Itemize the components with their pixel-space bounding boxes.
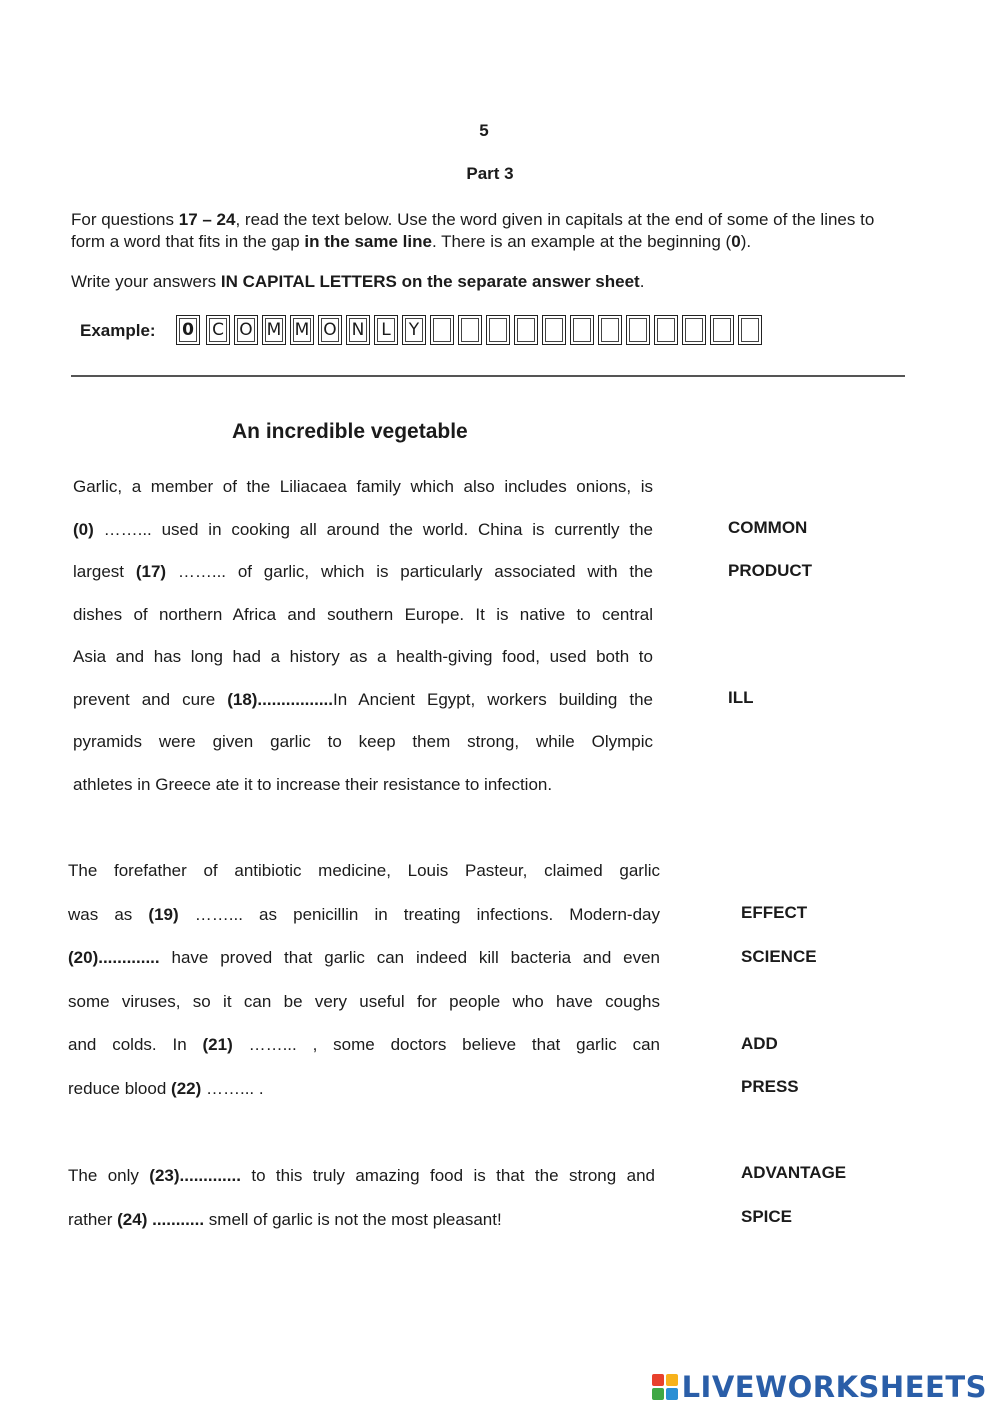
text-run: (0)	[73, 519, 94, 539]
example-letter-box	[430, 315, 454, 345]
text-run: smell of garlic is not the most pleasant!	[204, 1209, 502, 1229]
keyword-common: COMMON	[728, 518, 808, 537]
example-letter-box: N	[346, 315, 370, 345]
text-run: (19)	[148, 904, 179, 924]
example-letter-box	[626, 315, 650, 345]
paragraph-3	[68, 1165, 655, 1252]
logo-square	[652, 1374, 664, 1386]
example-letter-box: M	[262, 315, 286, 345]
text-run: rather	[68, 1209, 118, 1229]
text-run: prevent and cure	[73, 689, 228, 709]
text-run: The only	[68, 1166, 150, 1185]
liveworksheets-icon	[652, 1374, 678, 1400]
text-line	[73, 689, 653, 732]
text-run: (18)................	[227, 689, 334, 709]
example-letter-box	[738, 315, 762, 345]
instruction-text: , read the text below. Use the word given in capitals at the end of some of the lines to form a word that fits in the gap	[71, 210, 875, 251]
text-run: (23).............	[149, 1166, 241, 1185]
text-line	[68, 904, 660, 948]
brand-text: LIVEWORKSHEETS	[681, 1370, 987, 1404]
text-title: An incredible vegetable	[232, 420, 468, 443]
keyword-advantage: ADVANTAGE	[741, 1163, 847, 1182]
text-line	[73, 561, 653, 604]
paragraph-1	[73, 476, 653, 816]
example-letter-box	[598, 315, 622, 345]
text-line	[68, 1165, 655, 1209]
instruction-text: .	[639, 272, 645, 291]
text-run: Asia and has long had a history as a health-giving food, used both to	[73, 647, 653, 666]
example-letter-box: C	[206, 315, 230, 345]
text-line	[68, 1209, 655, 1253]
keyword-science: SCIENCE	[741, 946, 817, 966]
text-run: ……... used in cooking all around the world. China is currently the	[93, 519, 653, 539]
logo-square	[666, 1374, 678, 1386]
example-letter-box	[682, 315, 706, 345]
liveworksheets-logo	[652, 1370, 987, 1404]
keyword-add: ADD	[741, 1033, 778, 1053]
text-run: (17)	[135, 562, 167, 581]
example-letter-box	[654, 315, 678, 345]
instruction-text: in the same line	[304, 232, 432, 251]
text-run: athletes in Greece ate it to increase their resistance to infection.	[73, 774, 553, 794]
example-letter-box	[486, 315, 510, 345]
text-run: reduce blood	[68, 1078, 172, 1098]
text-run: dishes of northern Africa and southern Europe. It is native to central	[73, 604, 653, 624]
text-run: ……... .	[201, 1078, 264, 1098]
text-run: (24) ...........	[117, 1209, 205, 1229]
text-run: was as	[68, 904, 149, 924]
example-letter-box	[514, 315, 538, 345]
text-run: and colds. In	[68, 1035, 203, 1054]
example-letter-box	[458, 315, 482, 345]
text-line	[73, 646, 653, 689]
text-line	[68, 947, 660, 991]
text-run: ……... as penicillin in treating infections. Modern-day	[178, 904, 660, 924]
text-run: to this truly amazing food is that the strong and	[240, 1166, 655, 1185]
example-answer-boxes	[176, 315, 766, 345]
page-number: 5	[479, 121, 489, 140]
text-line	[68, 991, 660, 1035]
instructions-paragraph	[71, 209, 911, 253]
text-run: The forefather of antibiotic medicine, Louis Pasteur, claimed garlic	[68, 861, 660, 880]
text-run: (22)	[171, 1078, 202, 1098]
paragraph-2	[68, 860, 660, 1121]
instruction-text: ).	[740, 232, 752, 251]
text-run: have proved that garlic can indeed kill bacteria and even	[159, 948, 660, 967]
instruction-text: 0	[731, 232, 741, 251]
part-heading: Part 3	[466, 164, 514, 183]
text-run: ……... , some doctors believe that garlic can	[232, 1035, 660, 1054]
instruction-text: 17 – 24	[178, 210, 236, 229]
divider	[71, 375, 905, 377]
example-letter-box: M	[290, 315, 314, 345]
text-line	[73, 476, 653, 519]
keyword-effect: EFFECT	[741, 903, 808, 922]
text-run: ……... of garlic, which is particularly associated with the	[166, 562, 653, 581]
text-run: (20).............	[68, 948, 160, 967]
keyword-product: PRODUCT	[728, 560, 813, 580]
text-run: In Ancient Egypt, workers building the	[333, 689, 653, 709]
logo-square	[652, 1388, 664, 1400]
example-letter-box	[542, 315, 566, 345]
instruction-text: . There is an example at the beginning (	[431, 232, 732, 251]
text-line	[73, 604, 653, 647]
text-run: (21)	[202, 1035, 233, 1054]
text-line	[73, 519, 653, 562]
example-letter-box	[570, 315, 594, 345]
instruction-text: For questions	[71, 210, 179, 229]
text-line	[68, 1078, 660, 1122]
example-label: Example:	[80, 321, 156, 340]
text-line	[73, 774, 653, 817]
text-run: some viruses, so it can be very useful for people who have coughs	[68, 991, 660, 1011]
text-run: pyramids were given garlic to keep them strong, while Olympic	[73, 732, 653, 751]
keyword-press: PRESS	[741, 1077, 799, 1096]
example-letter-box	[710, 315, 734, 345]
instruction-text: IN CAPITAL LETTERS on the separate answer sheet	[220, 272, 640, 291]
text-line	[73, 731, 653, 774]
keyword-ill: ILL	[728, 688, 754, 707]
answer-instructions	[71, 272, 911, 292]
text-line	[68, 860, 660, 904]
example-letter-box: O	[318, 315, 342, 345]
instruction-text: Write your answers	[71, 272, 221, 291]
text-run: Garlic, a member of the Liliacaea family which also includes onions, is	[73, 477, 653, 496]
logo-square	[666, 1388, 678, 1400]
example-number-box: 0	[176, 315, 200, 345]
example-letter-box: O	[234, 315, 258, 345]
text-run: largest	[73, 562, 136, 581]
keyword-spice: SPICE	[741, 1206, 793, 1226]
example-letter-box: Y	[402, 315, 426, 345]
text-line	[68, 1034, 660, 1078]
example-letter-box: L	[374, 315, 398, 345]
